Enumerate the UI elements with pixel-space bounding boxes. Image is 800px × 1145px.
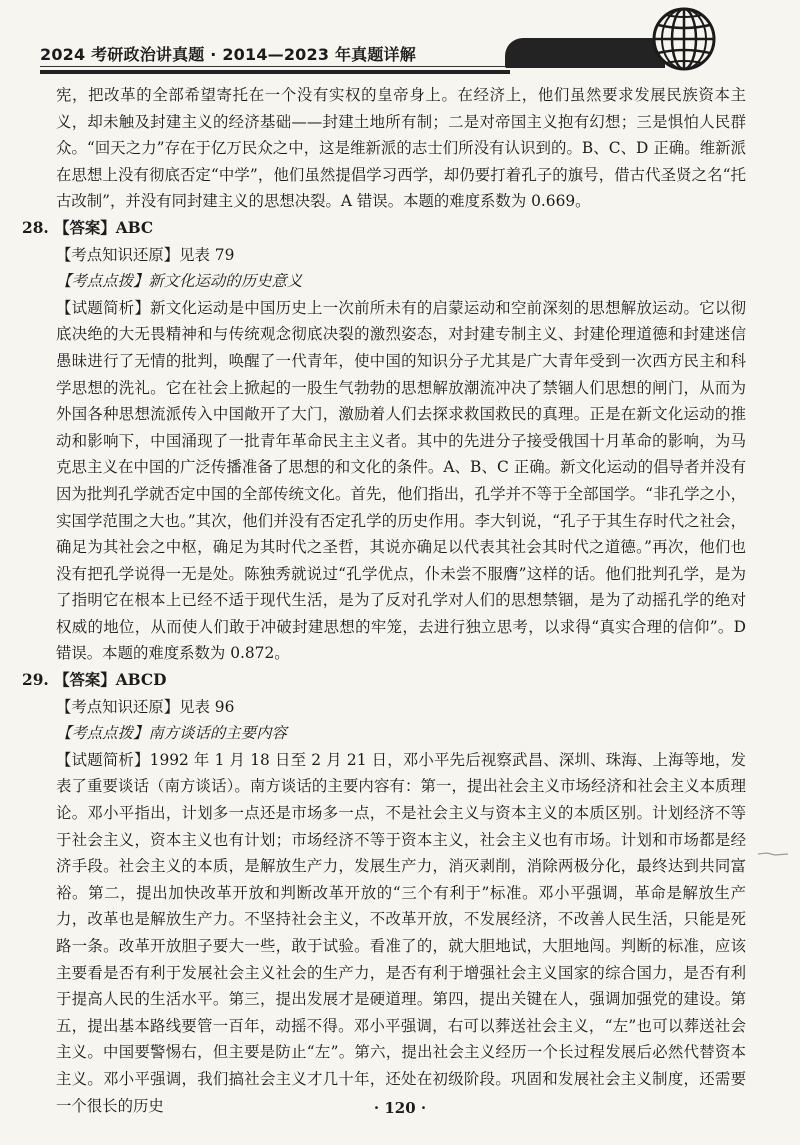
page-number: · 120 · — [373, 1099, 427, 1117]
header-rule — [40, 66, 510, 67]
page-header — [0, 0, 800, 80]
header-rule-thick — [40, 70, 510, 74]
pencil-mark — [757, 850, 789, 858]
globe-icon — [650, 5, 718, 73]
question-29-answer: 29. 【答案】ABCD — [22, 671, 167, 690]
continued-paragraph: 宪，把改革的全部希望寄托在一个没有实权的皇帝身上。在经济上，他们虽然要求发展民族资本主义，却未触及封建主义的经济基础——封建土地所有制；二是对帝国主义抱有幻想；三是惧怕人民群众。“回天之力”存在于亿万民众之中，这是维新派的志士们所没有认识到的。B、C、D 正确。维新派在思想上没有彻底否定“中学”，他们虽然提倡学习西学，却仍要打着孔子的旗号，借古代圣贤之名“托古改制”，并没有同封建主义的思想决裂。A 错误。本题的难度系数为 0.669。 — [56, 86, 746, 211]
question-28-point: 【考点点拨】新文化运动的历史意义 — [56, 272, 303, 291]
question-29-analysis: 【试题简析】1992 年 1 月 18 日至 2 月 21 日，邓小平先后视察武昌、深圳、珠海、上海等地，发表了重要谈话（南方谈话）。南方谈话的主要内容有：第一，提出社会主义市场经济和社会主义本质理论。邓小平指出，计划多一点还是市场多一点，不是社会主义与资本主义的本质区别。计划经济不等于社会主义，资本主义也有计划；市场经济不等于资本主义，社会主义也有市场。计划和市场都是经济手段。社会主义的本质，是解放生产力，发展生产力，消灭剥削，消除两极分化，最终达到共同富裕。第二，提出加快改革开放和判断改革开放的“三个有利于”标准。邓小平强调，革命是解放生产力，改革也是解放生产力。不坚持社会主义，不改革开放，不发展经济，不改善人民生活，只能是死路一条。改革开放胆子要大一些，敢于试验。看准了的，就大胆地试，大胆地闯。判断的标准，应该主要看是否有利于发展社会主义社会的生产力，是否有利于增强社会主义国家的综合国力，是否有利于提高人民的生活水平。第三，提出发展才是硬道理。第四，提出关键在人，强调加强党的建设。第五，提出基本路线要管一百年，动摇不得。邓小平强调，右可以葬送社会主义，“左”也可以葬送社会主义。中国要警惕右，但主要是防止“左”。第六，提出社会主义经历一个长过程发展后必然代替资本主义。邓小平强调，我们搞社会主义才几十年，还处在初级阶段。巩固和发展社会主义制度，还需要一个很长的历史 — [56, 750, 746, 1115]
page-content — [22, 82, 746, 1119]
question-28-knowledge: 【考点知识还原】见表 79 — [56, 245, 235, 264]
header-title: 2024 考研政治讲真题 · 2014—2023 年真题详解 — [40, 45, 416, 64]
question-29-point: 【考点点拨】南方谈话的主要内容 — [56, 724, 287, 743]
question-28-analysis: 【试题简析】新文化运动是中国历史上一次前所未有的启蒙运动和空前深刻的思想解放运动。它以彻底决绝的大无畏精神和与传统观念彻底决裂的激烈姿态，对封建专制主义、封建伦理道德和封建迷信愚昧进行了无情的批判，唤醒了一代青年，使中国的知识分子尤其是广大青年受到一次西方民主和科学思想的洗礼。它在社会上掀起的一股生气勃勃的思想解放潮流冲决了禁锢人们思想的闸门，从而为外国各种思想流派传入中国敞开了大门，激励着人们去探求救国救民的真理。正是在新文化运动的推动和影响下，中国涌现了一批青年革命民主主义者。其中的先进分子接受俄国十月革命的影响，为马克思主义在中国的广泛传播准备了思想的和文化的条件。A、B、C 正确。新文化运动的倡导者并没有因为批判孔学就否定中国的全部传统文化。首先，他们指出，孔学并不等于全部国学。“非孔学之小，实国学范围之大也。”其次，他们并没有否定孔学的历史作用。李大钊说，“孔子于其生存时代之社会，确足为其社会之中枢，确足为其时代之圣哲，其说亦确足以代表其社会其时代之道德。”再次，他们也没有把孔学说得一无是处。陈独秀就说过“孔学优点，仆未尝不服膺”这样的话。他们批判孔学，是为了指明它在根本上已经不适于现代生活，是为了反对孔学对人们的思想禁锢，是为了动摇孔学的绝对权威的地位，从而使人们敢于冲破封建思想的牢笼，去进行独立思考，以求得“真实合理的信仰”。D 错误。本题的难度系数为 0.872。 — [56, 298, 746, 663]
question-29-knowledge: 【考点知识还原】见表 96 — [56, 697, 235, 716]
question-28-answer: 28. 【答案】ABC — [22, 218, 154, 237]
header-band — [505, 38, 665, 68]
